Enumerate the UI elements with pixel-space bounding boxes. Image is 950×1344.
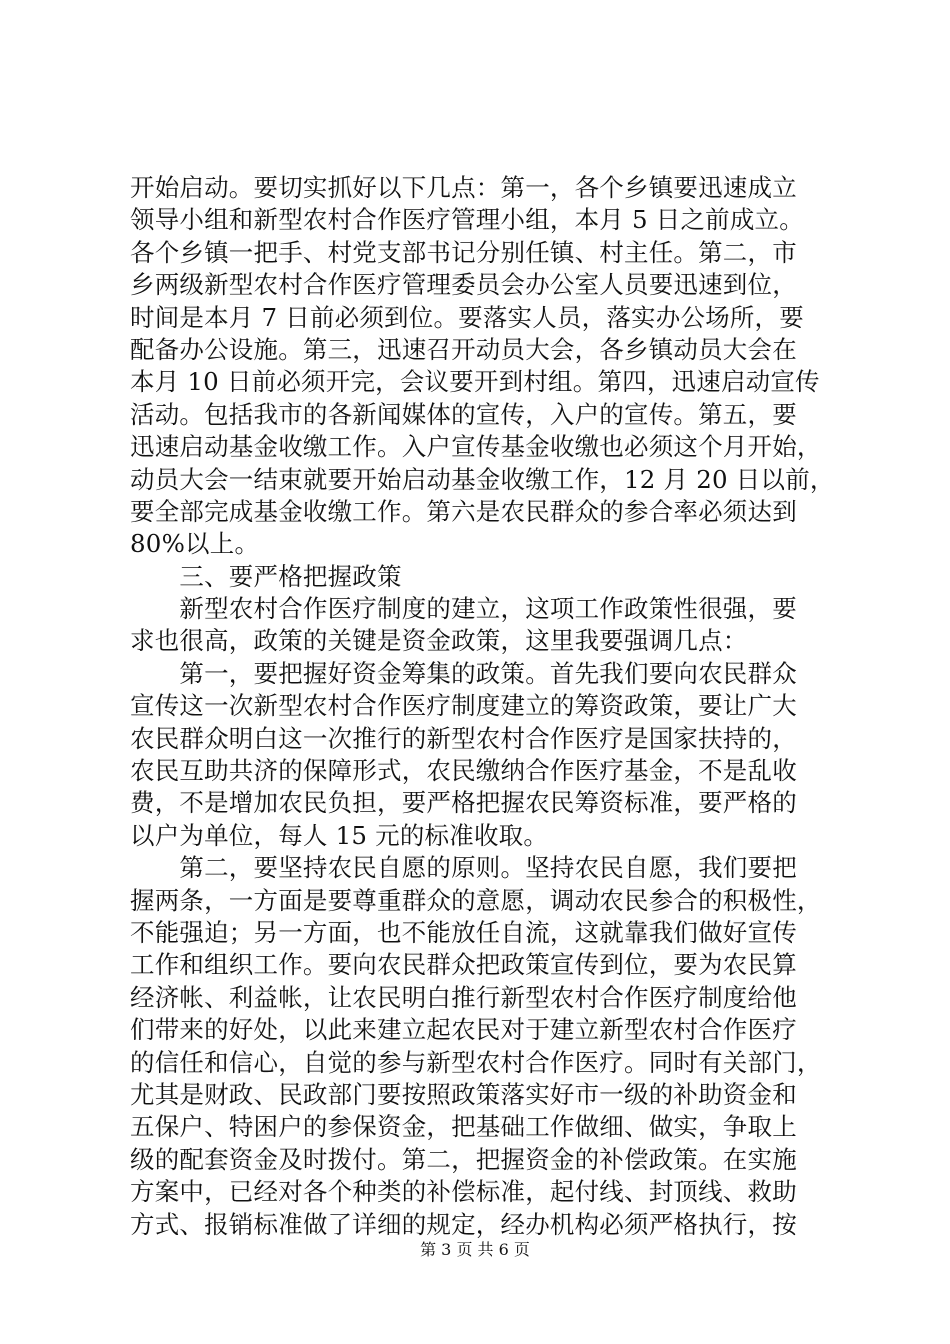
text-line: 尤其是财政、民政部门要按照政策落实好市一级的补助资金和 (130, 1079, 797, 1109)
text-line: 费，不是增加农民负担，要严格把握农民筹资标准，要严格的 (130, 788, 797, 818)
text-line: 第一，要把握好资金筹集的政策。首先我们要向农民群众 (130, 658, 797, 688)
text-line: 的信任和信心，自觉的参与新型农村合作医疗。同时有关部门， (130, 1047, 822, 1077)
text-line: 不能强迫；另一方面，也不能放任自流，这就靠我们做好宣传 (130, 917, 797, 947)
text-line: 级的配套资金及时拨付。第二，把握资金的补偿政策。在实施 (130, 1144, 797, 1174)
text-line: 时间是本月 7 日前必须到位。要落实人员，落实办公场所，要 (130, 302, 804, 332)
text-line: 求也很高，政策的关键是资金政策，这里我要强调几点： (130, 626, 748, 656)
text-line: 农民互助共济的保障形式，农民缴纳合作医疗基金，不是乱收 (130, 756, 797, 786)
text-line: 配备办公设施。第三，迅速召开动员大会，各乡镇动员大会在 (130, 334, 797, 364)
text-line: 们带来的好处，以此来建立起农民对于建立新型农村合作医疗 (130, 1015, 797, 1045)
text-line: 迅速启动基金收缴工作。入户宣传基金收缴也必须这个月开始， (130, 432, 822, 462)
text-line: 领导小组和新型农村合作医疗管理小组，本月 5 日之前成立。 (130, 205, 804, 235)
text-line: 握两条，一方面是要尊重群众的意愿，调动农民参合的积极性， (130, 885, 822, 915)
text-line: 以户为单位，每人 15 元的标准收取。 (130, 820, 549, 850)
text-line: 活动。包括我市的各新闻媒体的宣传，入户的宣传。第五，要 (130, 399, 797, 429)
body-text (130, 172, 835, 1241)
text-line: 五保户、特困户的参保资金，把基础工作做细、做实，争取上 (130, 1112, 797, 1142)
text-line: 新型农村合作医疗制度的建立，这项工作政策性很强，要 (130, 594, 797, 624)
text-line: 各个乡镇一把手、村党支部书记分别任镇、村主任。第二，市 (130, 237, 797, 267)
text-line: 经济帐、利益帐，让农民明白推行新型农村合作医疗制度给他 (130, 982, 797, 1012)
text-line: 方式、报销标准做了详细的规定，经办机构必须严格执行，按 (130, 1209, 797, 1239)
page-footer (0, 1240, 950, 1260)
text-line: 工作和组织工作。要向农民群众把政策宣传到位，要为农民算 (130, 950, 797, 980)
text-line: 宣传这一次新型农村合作医疗制度建立的筹资政策，要让广大 (130, 691, 797, 721)
text-line: 动员大会一结束就要开始启动基金收缴工作，12 月 20 日以前， (130, 464, 835, 494)
section-heading: 三、要严格把握政策 (130, 561, 402, 591)
text-line: 要全部完成基金收缴工作。第六是农民群众的参合率必须达到 (130, 496, 797, 526)
text-line: 乡两级新型农村合作医疗管理委员会办公室人员要迅速到位， (130, 270, 797, 300)
text-line: 农民群众明白这一次推行的新型农村合作医疗是国家扶持的， (130, 723, 797, 753)
text-line: 方案中，已经对各个种类的补偿标准，起付线、封顶线、救助 (130, 1177, 797, 1207)
text-line: 80%以上。 (130, 529, 260, 559)
text-line: 第二，要坚持农民自愿的原则。坚持农民自愿，我们要把 (130, 853, 797, 883)
text-line: 本月 10 日前必须开完，会议要开到村组。第四，迅速启动宣传 (130, 367, 820, 397)
text-line: 开始启动。要切实抓好以下几点：第一，各个乡镇要迅速成立 (130, 173, 797, 202)
page-number: 第 3 页 共 6 页 (420, 1240, 530, 1259)
